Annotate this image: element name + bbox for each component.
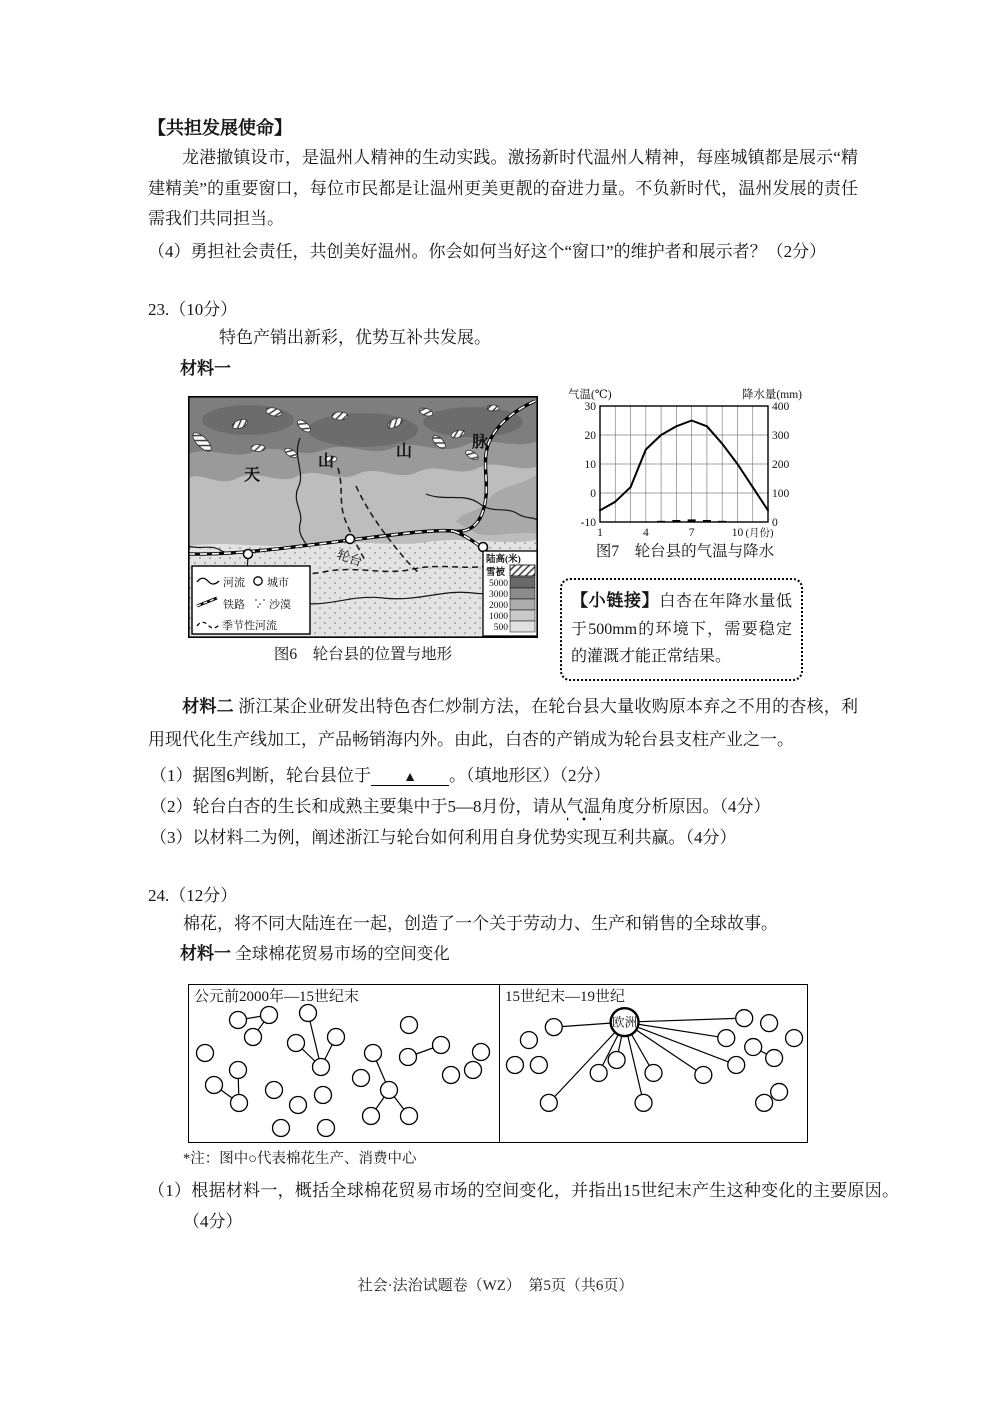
svg-text:气温(℃): 气温(℃) [568, 389, 612, 401]
elevation-snow-label: 雪被 [486, 568, 506, 578]
answer-blank: ▲ [371, 770, 449, 786]
snow-swatch [510, 565, 535, 576]
page-footer: 社会·法治试题卷（WZ） 第5页（共6页） [357, 1278, 634, 1294]
q24-material1 [180, 939, 450, 970]
svg-text:0: 0 [772, 517, 778, 529]
legend-railway-label: 铁路 [223, 599, 245, 611]
svg-text:100: 100 [772, 488, 790, 500]
q24-question-1: （1）根据材料一，概括全球棉花贸易市场的空间变化，并指出15世纪末产生这种变化的主要原因。（4分） [148, 1181, 899, 1231]
cotton-panel-early [189, 985, 499, 1141]
q24-number: 24.（12分） [148, 886, 238, 905]
svg-text:0: 0 [590, 488, 596, 500]
q23-number: 23.（10分） [148, 300, 238, 319]
q24-material1-title: 全球棉花贸易市场的空间变化 [235, 944, 450, 963]
svg-text:4: 4 [642, 527, 649, 538]
cotton-trade-figure [188, 984, 808, 1143]
svg-text:2000: 2000 [489, 601, 508, 611]
svg-text:10: 10 [731, 527, 744, 538]
fig7-climate-chart [566, 386, 804, 538]
legend-city-label: 城市 [267, 577, 289, 589]
legend-river-label: 河流 [223, 577, 245, 589]
tip-box [560, 578, 803, 681]
q23-question-1: （1）据图6判断，轮台县位于 ▲ 。（填地形区）（2分） [150, 766, 611, 785]
panel-late-title: 15世纪末—19世纪 [505, 989, 626, 1005]
mountain-label-1: 天 [244, 467, 261, 484]
svg-text:200: 200 [772, 459, 790, 471]
cotton-panel-late [500, 985, 807, 1141]
city-label-luntai: 轮台 [334, 546, 365, 570]
tip-text: 白杏在年降水量低于500mm的环境下，需要稳定的灌溉才能正常结果。 [571, 593, 792, 666]
mountain-label-3: 山 [396, 443, 413, 460]
svg-text:-10: -10 [580, 517, 596, 529]
legend-desert-label: 沙漠 [269, 599, 291, 611]
city-icon [254, 577, 262, 585]
q23-material2 [148, 690, 858, 756]
q23-intro: 特色产销出新彩，优势互补共发展。 [219, 328, 491, 347]
section-heading: 【共担发展使命】 [148, 118, 292, 138]
q23-material1-label: 材料一 [180, 359, 231, 378]
q23-question-3: （3）以材料二为例，阐述浙江与轮台如何利用自身优势实现互利共赢。（4分） [150, 828, 737, 847]
svg-text:欧洲: 欧洲 [612, 1015, 638, 1030]
q23-question-2: （2）轮台白杏的生长和成熟主要集中于5—8月份，请从气温角度分析原因。（4分） [150, 792, 771, 823]
svg-text:3000: 3000 [489, 590, 508, 600]
elevation-legend [483, 551, 538, 636]
fig7-caption: 图7 轮台县的气温与降水 [595, 543, 775, 560]
svg-text:5000: 5000 [489, 579, 508, 589]
figure-note: *注：图中○代表棉花生产、消费中心 [183, 1151, 417, 1167]
panel-divider [499, 985, 500, 1142]
svg-text:降水量(mm): 降水量(mm) [741, 389, 802, 401]
question-4: （4）勇担社会责任，共创美好温州。你会如何当好这个“窗口”的维护者和展示者？（2分） [148, 242, 827, 261]
mission-paragraph: 龙港撤镇设市，是温州人精神的生动实践。激扬新时代温州人精神，每座城镇都是展示“精建精美”的重要窗口，每位市民都是让温州更美更靓的奋进力量。不负新时代，温州发展的责任需我们共同担当。 [148, 148, 858, 229]
fig6-caption: 图6 轮台县的位置与地形 [273, 646, 453, 663]
svg-text:10: 10 [584, 459, 596, 471]
svg-text:7: 7 [688, 527, 695, 538]
tip-title: 【小链接】 [571, 591, 660, 610]
q24-material1-label: 材料一 [180, 944, 231, 963]
q24-intro: 棉花，将不同大陆连在一起，创造了一个关于劳动力、生产和销售的全球故事。 [183, 914, 778, 933]
svg-text:1: 1 [597, 527, 603, 538]
elevation-title: 陆高(米) [486, 555, 521, 565]
mountain-label-2: 山 [318, 453, 335, 470]
svg-text:30: 30 [584, 401, 596, 413]
map-legend [192, 566, 310, 634]
mountain-label-4: 脉 [472, 434, 489, 451]
svg-text:500: 500 [493, 623, 508, 633]
emphasized-term: 气温 [567, 797, 601, 822]
q23-material2-label: 材料二 [182, 697, 234, 716]
legend-seasonal-label: 季节性河流 [222, 620, 277, 632]
svg-text:300: 300 [772, 430, 790, 442]
svg-text:(月份): (月份) [745, 528, 774, 538]
svg-text:20: 20 [584, 430, 596, 442]
svg-text:1000: 1000 [489, 612, 508, 622]
svg-text:400: 400 [772, 401, 790, 413]
panel-early-title: 公元前2000年—15世纪末 [194, 989, 360, 1005]
q23-material2-text: 浙江某企业研发出特色杏仁炒制方法，在轮台县大量收购原本弃之不用的杏核，利用现代化生产线加工，产品畅销海内外。由此，白杏的产销成为轮台县支柱产业之一。 [148, 697, 858, 750]
fig6-terrain-map [188, 396, 538, 638]
